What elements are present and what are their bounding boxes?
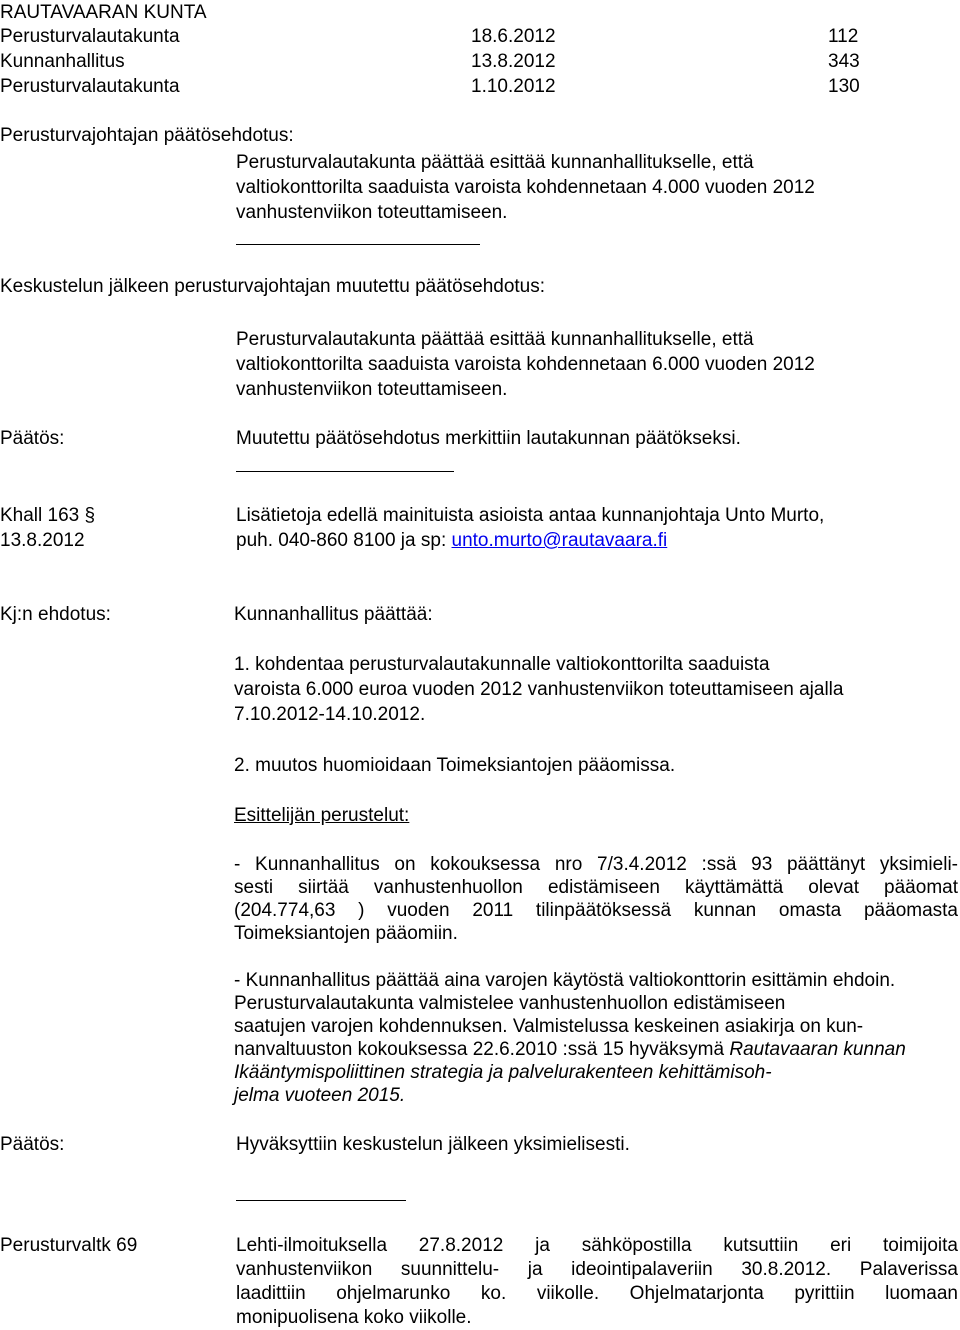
decision1-label: Päätös: (0, 428, 65, 449)
decision2-text: Hyväksyttiin keskustelun jälkeen yksimielisesti. (236, 1134, 630, 1155)
kj-item2: 2. muutos huomioidaan Toimeksiantojen pääomissa. (234, 755, 676, 776)
khall-date: 13.8.2012 (0, 530, 85, 551)
perusturvaltk-label: Perusturvaltk 69 (0, 1235, 138, 1256)
header-date: 18.6.2012 (471, 26, 556, 47)
para1-line: Toimeksiantojen pääomiin. (234, 923, 458, 944)
kj-label: Kj:n ehdotus: (0, 604, 111, 625)
kj-heading: Kunnanhallitus päättää: (234, 604, 433, 625)
para2-line: nanvaltuuston kokouksessa 22.6.2010 :ssä 15 hyväksymä Rautavaaran kunnan (234, 1039, 906, 1060)
separator-rule (236, 471, 454, 472)
khall-label: Khall 163 § (0, 505, 96, 526)
header-body: Perusturvalautakunta (0, 76, 180, 97)
header-number: 343 (828, 51, 860, 72)
proposal1-line: valtiokonttorilta saaduista varoista kohdennetaan 4.000 vuoden 2012 (236, 177, 815, 198)
kj-item1-line: 1. kohdentaa perusturvalautakunnalle valtiokonttorilta saaduista (234, 654, 770, 675)
separator-rule (236, 1200, 406, 1201)
para2-italic-line: Ikääntymispoliittinen strategia ja palvelurakenteen kehittämisoh- (234, 1062, 772, 1083)
perusturvaltk-line: vanhustenviikon suunnittelu- ja ideointipalaveriin 30.8.2012. Palaverissa (236, 1259, 958, 1280)
header-number: 130 (828, 76, 860, 97)
perusturvaltk-line: laadittiin ohjelmarunko ko. viikolle. Ohjelmatarjonta pyrittiin luomaan (236, 1283, 958, 1304)
para1-line: (204.774,63 ) vuoden 2011 tilinpäätöksessä kunnan omasta pääomasta (234, 900, 958, 921)
perusturvaltk-line: Lehti-ilmoituksella 27.8.2012 ja sähköpostilla kutsuttiin eri toimijoita (236, 1235, 958, 1256)
kj-item1-line: 7.10.2012-14.10.2012. (234, 704, 426, 725)
header-number: 112 (828, 26, 859, 47)
kj-item1-line: varoista 6.000 euroa vuoden 2012 vanhustenviikon toteuttamiseen ajalla (234, 679, 844, 700)
para2-line: - Kunnanhallitus päättää aina varojen käytöstä valtiokonttorin esittämin ehdoin. (234, 970, 896, 991)
proposal1-line: Perusturvalautakunta päättää esittää kunnanhallitukselle, että (236, 152, 754, 173)
email-link[interactable]: unto.murto@rautavaara.fi (451, 530, 668, 551)
para2-line: saatujen varojen kohdennuksen. Valmistelussa keskeinen asiakirja on kun- (234, 1016, 864, 1037)
proposal2-heading: Keskustelun jälkeen perusturvajohtajan muutettu päätösehdotus: (0, 276, 546, 297)
proposal2-line: Perusturvalautakunta päättää esittää kunnanhallitukselle, että (236, 329, 754, 350)
para2-line: Perusturvalautakunta valmistelee vanhustenhuollon edistämiseen (234, 993, 786, 1014)
org-name: RAUTAVAARAN KUNTA (0, 2, 207, 23)
proposal1-heading: Perusturvajohtajan päätösehdotus: (0, 125, 294, 146)
khall-line2: puh. 040-860 8100 ja sp: unto.murto@rautavaara.fi (236, 530, 668, 551)
khall-line1: Lisätietoja edellä mainituista asioista antaa kunnanjohtaja Unto Murto, (236, 505, 825, 526)
separator-rule (236, 244, 480, 245)
perusturvaltk-line: monipuolisena koko viikolle. (236, 1307, 472, 1328)
decision2-label: Päätös: (0, 1134, 65, 1155)
decision1-text: Muutettu päätösehdotus merkittiin lautakunnan päätökseksi. (236, 428, 741, 449)
para1-line: - Kunnanhallitus on kokouksessa nro 7/3.4.2012 :ssä 93 päättänyt yksimieli- (234, 854, 958, 875)
header-date: 13.8.2012 (471, 51, 556, 72)
proposal2-line: vanhustenviikon toteuttamiseen. (236, 379, 508, 400)
para1-line: sesti siirtää vanhustenhuollon edistämiseen käyttämättä olevat pääomat (234, 877, 958, 898)
proposal2-line: valtiokonttorilta saaduista varoista kohdennetaan 6.000 vuoden 2012 (236, 354, 815, 375)
proposal1-line: vanhustenviikon toteuttamiseen. (236, 202, 508, 223)
header-body: Kunnanhallitus (0, 51, 125, 72)
header-body: Perusturvalautakunta (0, 26, 180, 47)
para2-italic-line: jelma vuoteen 2015. (234, 1085, 406, 1106)
reasons-heading: Esittelijän perustelut: (234, 805, 410, 826)
header-date: 1.10.2012 (471, 76, 556, 97)
